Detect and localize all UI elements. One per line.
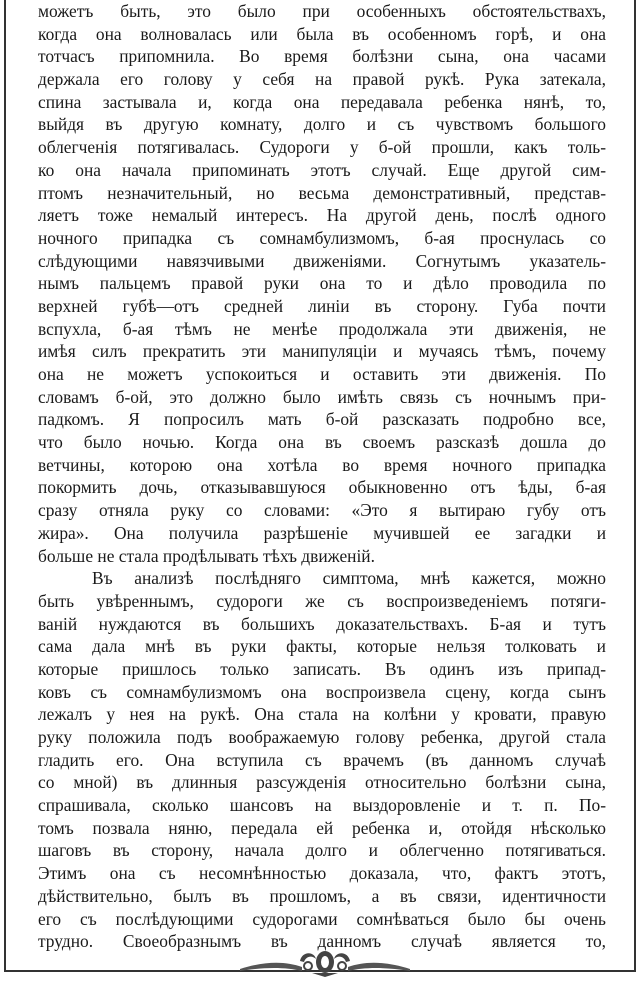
ornament-icon xyxy=(240,947,410,977)
text-line: сразу отняла руку со словами: «Это я вытираю губу отъ xyxy=(38,500,606,521)
text-line: она не можетъ успокоиться и оставить эти движенія. По xyxy=(38,364,606,384)
text-line: покормить дочь, отказывавшуюся обыкновенно отъ ѣды, б-ая xyxy=(38,477,606,498)
text-line: ко она начала припоминать этотъ случай. Еще другой сим- xyxy=(38,159,606,180)
text-line: вспухла, б-ая тѣмъ не менѣе продолжала эти движенія, не xyxy=(38,318,606,339)
text-line: гладить его. Она вступила съ врачемъ (въ данномъ случаѣ xyxy=(38,749,606,770)
text-line: Этимъ она съ несомнѣнностью доказала, что, фактъ этотъ, xyxy=(38,863,606,884)
text-line: жира». Она получила разрѣшеніе мучившей ее загадки и xyxy=(38,522,606,543)
text-line: когда она волновалась или была въ особенномъ горѣ, и она xyxy=(38,23,606,44)
text-line: что было ночью. Когда она въ своемъ разсказѣ дошла до xyxy=(38,432,606,453)
text-line: спина застывала и, когда она передавала ребенка нянѣ, то, xyxy=(38,91,606,112)
text-line: шаговъ въ сторону, начала долго и облегченно потягиваться. xyxy=(38,840,606,861)
text-line: дѣйствительно, былъ въ прошломъ, а въ связи, идентичности xyxy=(38,885,606,906)
text-line: выйдя въ другую комнату, долго и съ чувствомъ большого xyxy=(38,114,606,135)
text-line: лежалъ у нея на рукѣ. Она стала на колѣни у кровати, правую xyxy=(38,704,606,725)
text-line: ночного припадка съ сомнамбулизмомъ, б-ая проснулась со xyxy=(38,227,606,248)
text-line: со мной) въ длинныя разсужденія относительно болѣзни сына, xyxy=(38,772,606,793)
text-line: Въ анализѣ послѣдняго симптома, мнѣ кажется, можно xyxy=(92,568,606,589)
text-line: слѣдующими навязчивыми движеніями. Согнутымъ указатель- xyxy=(38,250,606,271)
text-line: ветчины, которою она хотѣла во время ночного припадка xyxy=(38,454,606,475)
text-line: верхней губѣ—отъ средней линіи въ сторону. Губа почти xyxy=(38,295,606,316)
text-line: нымъ пальцемъ правой руки она то и дѣло проводила по xyxy=(38,273,606,294)
text-line: тотчасъ припомнила. Во время болѣзни сына, она часами xyxy=(38,46,606,67)
text-line: его съ послѣдующими судорогами сомнѣваться было бы очень xyxy=(38,908,606,929)
text-line: можетъ быть, это было при особенныхъ обстоятельствахъ, xyxy=(38,1,606,21)
text-line: словамъ б-ой, это должно было имѣть связь съ ночнымъ при- xyxy=(38,386,606,407)
text-line: сама дала мнѣ въ руки факты, которые нельзя толковать и xyxy=(38,636,606,657)
text-line: которые пришлось только записать. Въ одинъ изъ припад- xyxy=(38,658,606,679)
body-text xyxy=(38,0,606,953)
text-line: трудно. Своеобразнымъ въ данномъ случаѣ является то, xyxy=(38,931,606,952)
text-line: больше не стала продѣлывать тѣхъ движеній. xyxy=(38,545,375,566)
page-border-left xyxy=(4,0,6,972)
text-line: руку положила подъ воображаемую голову ребенка, другой стала xyxy=(38,727,606,747)
text-line: птомъ незначительный, но весьма демонстративный, представ- xyxy=(38,182,606,203)
text-line: ляетъ тоже немалый интересъ. На другой день, послѣ одного xyxy=(38,205,606,226)
text-line: спрашивала, сколько шансовъ на выздоровленіе и т. п. По- xyxy=(38,795,606,816)
text-line: имѣя силъ прекратить эти манипуляціи и мучаясь тѣмъ, почему xyxy=(38,341,606,362)
text-line: падкомъ. Я попросилъ мать б-ой разсказать подробно все, xyxy=(38,409,606,430)
text-line: ваній нуждаются въ большихъ доказательствахъ. Б-ая и тутъ xyxy=(38,613,606,634)
text-line: облегченія потягивалась. Судороги у б-ой прошли, какъ толь- xyxy=(38,137,606,158)
page-border-right xyxy=(634,0,636,972)
text-line: томъ позвала няню, передала ей ребенка и, отойдя нѣсколько xyxy=(38,817,606,838)
text-line: ковъ съ сомнамбулизмомъ она воспроизвела сцену, когда сынъ xyxy=(38,681,606,702)
text-line: держала его голову у себя на правой рукѣ. Рука затекала, xyxy=(38,69,606,90)
text-line: быть увѣреннымъ, судороги же съ воспроизведеніемъ потяги- xyxy=(38,590,606,611)
